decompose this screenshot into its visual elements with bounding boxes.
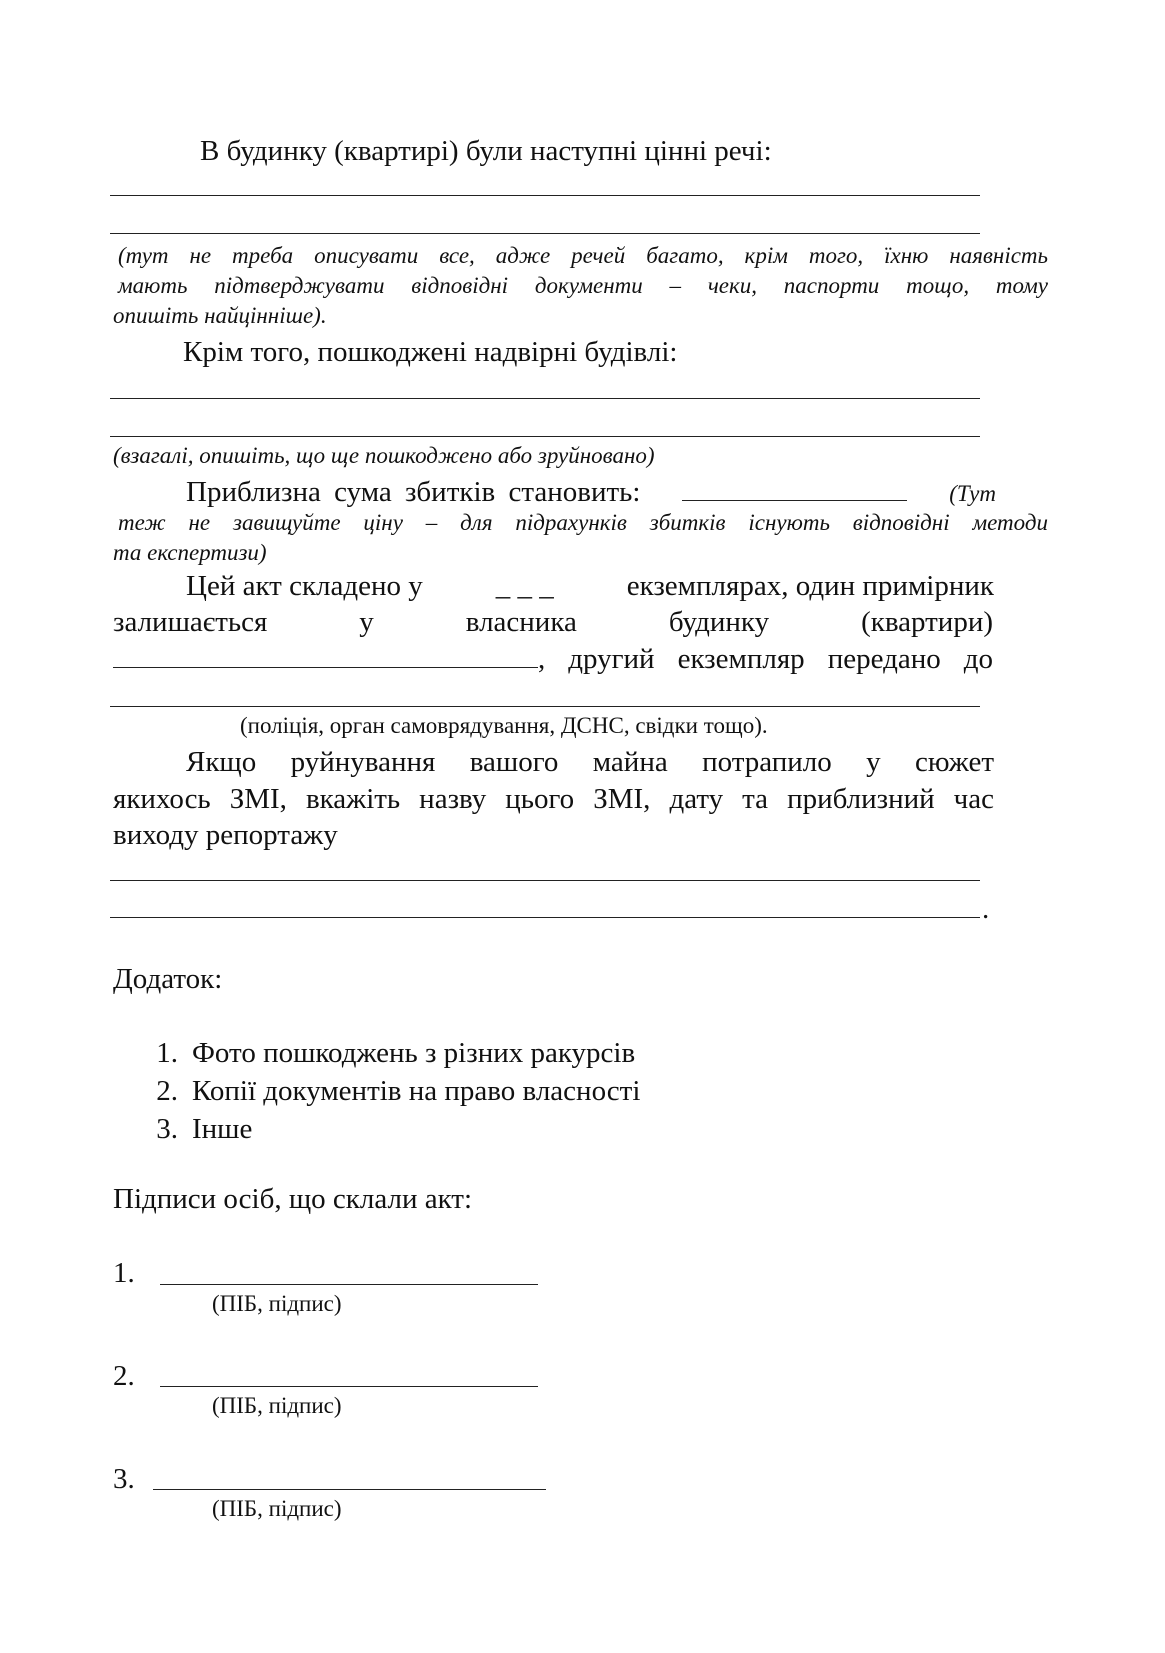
signature-caption: (ПІБ, підпис) bbox=[212, 1393, 342, 1418]
fill-line[interactable] bbox=[110, 233, 980, 234]
valuables-note-line: мають підтверджувати відповідні документи – чеки, паспорти тощо, тому bbox=[118, 273, 1048, 298]
list-item bbox=[130, 1072, 640, 1110]
valuables-note-line: (тут не треба описувати все, адже речей багато, крім того, їхню наявність bbox=[118, 243, 1048, 268]
valuables-heading: В будинку (квартирі) були наступні цінні речі: bbox=[200, 135, 772, 167]
media-line-3: виходу репортажу bbox=[113, 819, 338, 851]
list-number: 1. bbox=[156, 1037, 178, 1069]
damages-amount-field[interactable] bbox=[682, 478, 907, 501]
fill-line[interactable] bbox=[110, 917, 980, 918]
valuables-note-line: опишіть найцінніше). bbox=[113, 303, 327, 328]
attachments-list bbox=[130, 1034, 640, 1148]
media-line-2: якихось ЗМІ, вкажіть назву цього ЗМІ, дату та приблизний час bbox=[113, 783, 994, 815]
list-item bbox=[130, 1110, 640, 1148]
outbuildings-heading: Крім того, пошкоджені надвірні будівлі: bbox=[183, 336, 678, 368]
attachments-title: Додаток: bbox=[113, 963, 223, 995]
copies-caption: (поліція, орган самоврядування, ДСНС, свідки тощо). bbox=[240, 713, 768, 738]
recipient-field[interactable] bbox=[110, 706, 980, 707]
damages-note-line: теж не завищуйте ціну – для підрахунків збитків існують відповідні методи bbox=[118, 510, 1048, 535]
copies-line-2: залишається у власника будинку (квартири) bbox=[113, 606, 993, 638]
signatures-title: Підписи осіб, що склали акт: bbox=[113, 1183, 473, 1215]
outbuildings-note: (взагалі, опишіть, що ще пошкоджено або зруйновано) bbox=[113, 443, 655, 468]
list-number: 2. bbox=[156, 1075, 178, 1107]
copies-line-3: , другий екземпляр передано до bbox=[538, 643, 993, 675]
fill-line[interactable] bbox=[110, 880, 980, 881]
signature-caption: (ПІБ, підпис) bbox=[212, 1291, 342, 1316]
list-text: Фото пошкоджень з різних ракурсів bbox=[192, 1037, 636, 1069]
damages-note-start: (Тут bbox=[949, 481, 996, 506]
fill-line[interactable] bbox=[110, 398, 980, 399]
copies-text-end: екземплярах, один примірник bbox=[626, 570, 994, 602]
signature-number: 1. bbox=[113, 1257, 135, 1289]
signature-line[interactable] bbox=[153, 1489, 546, 1490]
list-text: Інше bbox=[192, 1113, 253, 1145]
list-number: 3. bbox=[156, 1113, 178, 1145]
signature-caption: (ПІБ, підпис) bbox=[212, 1496, 342, 1521]
fill-line[interactable] bbox=[110, 436, 980, 437]
signature-number: 2. bbox=[113, 1360, 135, 1392]
fill-line[interactable] bbox=[110, 195, 980, 196]
damages-label: Приблизна сума збитків становить: bbox=[186, 476, 641, 508]
media-end-mark: . bbox=[982, 893, 990, 925]
list-text: Копії документів на право власності bbox=[192, 1075, 641, 1107]
owner-name-field[interactable] bbox=[113, 645, 538, 668]
media-line-1: Якщо руйнування вашого майна потрапило у сюжет bbox=[186, 746, 994, 778]
signature-line[interactable] bbox=[160, 1284, 538, 1285]
copies-count-field[interactable]: _ _ _ bbox=[495, 570, 554, 602]
damages-note-line: та експертизи) bbox=[113, 540, 267, 565]
signature-line[interactable] bbox=[160, 1386, 538, 1387]
signature-number: 3. bbox=[113, 1463, 135, 1495]
list-item bbox=[130, 1034, 640, 1072]
copies-text-start: Цей акт складено у bbox=[186, 570, 423, 602]
